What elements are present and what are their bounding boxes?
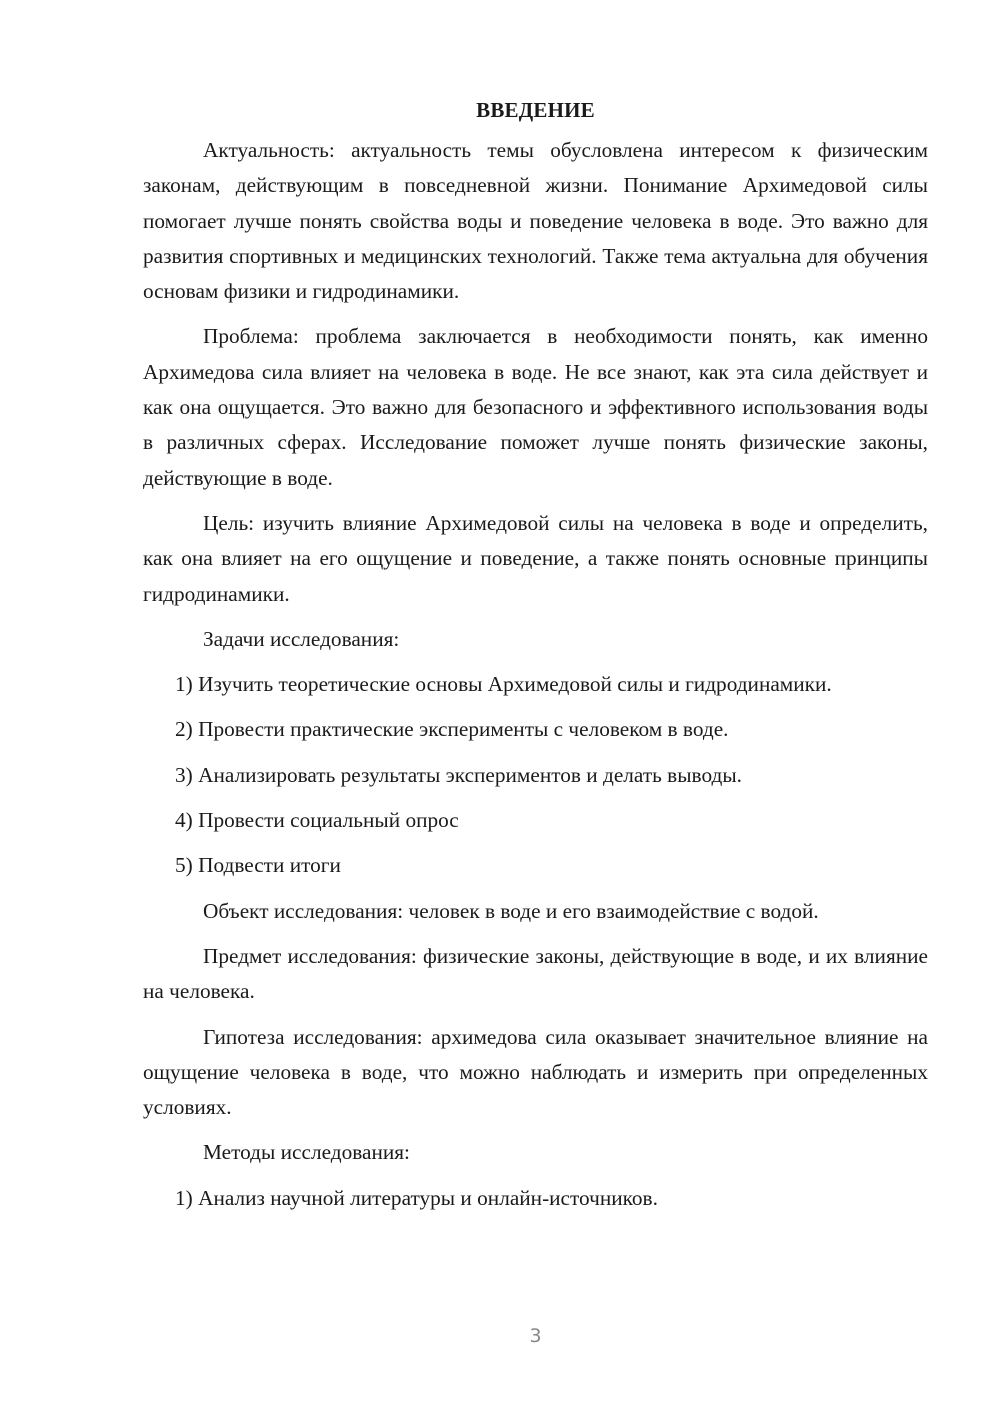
task-item: 4) Провести социальный опрос xyxy=(175,808,459,833)
methods-list xyxy=(143,1181,928,1216)
section-title: ВВЕДЕНИЕ xyxy=(476,98,595,122)
tasks-label: Задачи исследования: xyxy=(203,626,400,651)
document-page xyxy=(143,92,928,1226)
method-item: 1) Анализ научной литературы и онлайн-источников. xyxy=(175,1185,658,1210)
paragraph-goal: Цель: изучить влияние Архимедовой силы на человека в воде и определить, как она влияет на его ощущение и поведение, а также понять основные принципы гидродинамики. xyxy=(143,510,928,606)
page-number: 3 xyxy=(529,1325,542,1347)
task-item: 2) Провести практические эксперименты с человеком в воде. xyxy=(175,717,729,742)
task-item: 5) Подвести итоги xyxy=(175,853,341,878)
methods-label: Методы исследования: xyxy=(203,1140,410,1165)
paragraph-hypothesis: Гипотеза исследования: архимедова сила оказывает значительное влияние на ощущение человека в воде, что можно наблюдать и измерить при определенных условиях. xyxy=(143,1024,928,1120)
paragraph-relevance: Актуальность: актуальность темы обусловлена интересом к физическим законам, действующим в повседневной жизни. Понимание Архимедовой силы помогает лучше понять свойства воды и поведение человека в воде. Это важно для развития спортивных и медицинских технологий. Также тема актуальна для обучения основам физики и гидродинамики. xyxy=(143,138,928,304)
task-item: 1) Изучить теоретические основы Архимедовой силы и гидродинамики. xyxy=(175,672,832,697)
paragraph-problem: Проблема: проблема заключается в необходимости понять, как именно Архимедова сила влияет на человека в воде. Не все знают, как эта сила действует и как она ощущается. Это важно для безопасного и эффективного использования воды в различных сферах. Исследование поможет лучше понять физические законы, действующие в воде. xyxy=(143,324,928,490)
task-item: 3) Анализировать результаты экспериментов и делать выводы. xyxy=(175,762,742,787)
paragraph-object: Объект исследования: человек в воде и его взаимодействие с водой. xyxy=(203,898,819,923)
paragraph-subject: Предмет исследования: физические законы, действующие в воде, и их влияние на человека. xyxy=(143,943,928,1004)
tasks-list xyxy=(143,667,928,883)
